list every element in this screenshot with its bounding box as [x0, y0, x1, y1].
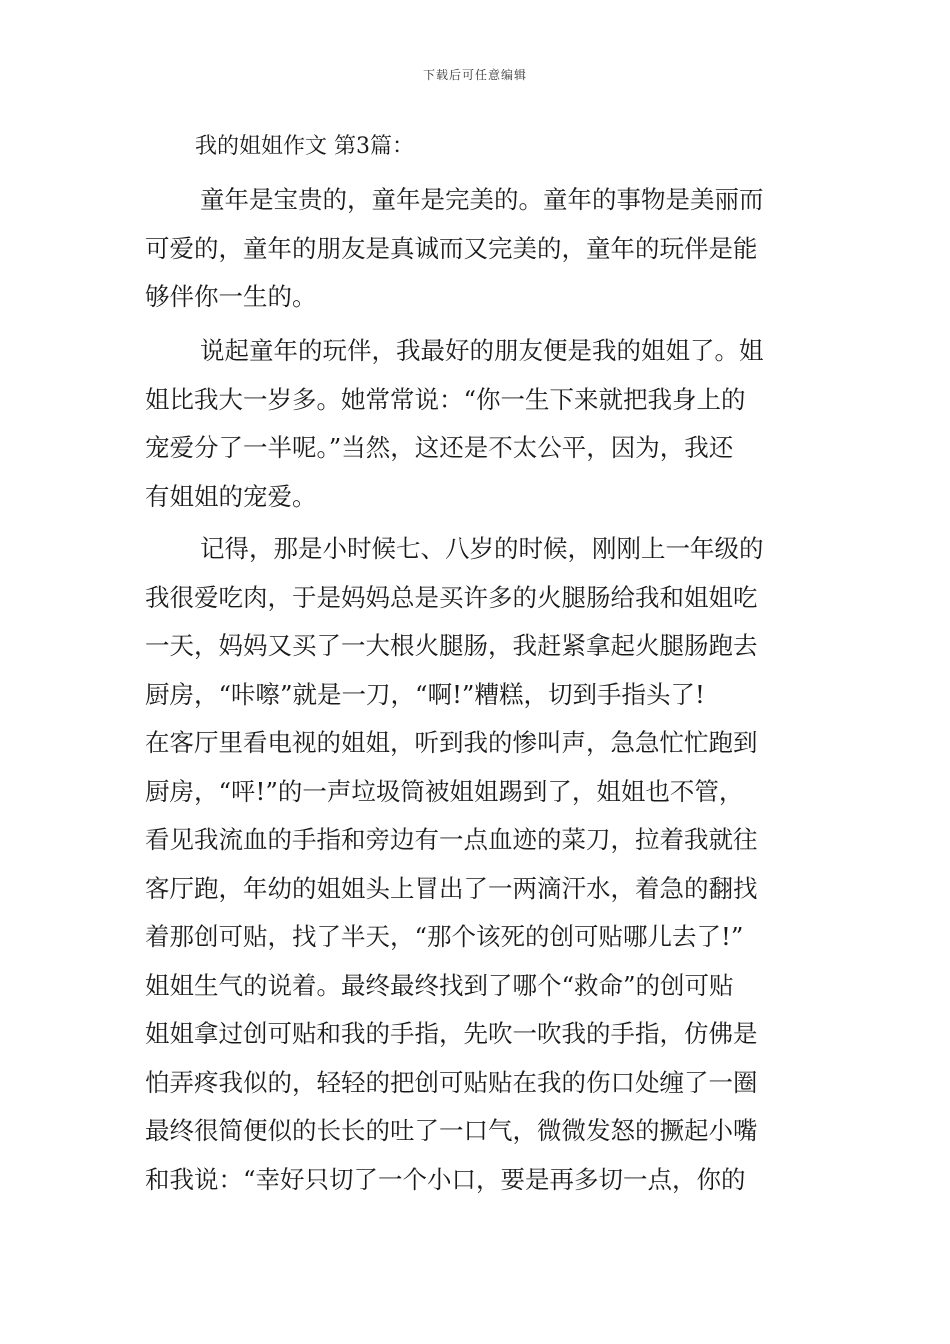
paragraph-line: 和我说：“幸好只切了一个小口，要是再多切一点，你的 [145, 1164, 746, 1194]
paragraph-line: 在客厅里看电视的姐姐，听到我的惨叫声，急急忙忙跑到 [145, 728, 758, 757]
paragraph-line: 姐姐生气的说着。最终最终找到了哪个“救命”的创可贴 [145, 970, 734, 1000]
paragraph-2 [145, 327, 810, 521]
paragraph-line: 厨房，“咔嚓”就是一刀，“啊!”糟糕，切到手指头了! [145, 679, 705, 709]
paragraph-line: 宠爱分了一半呢。”当然，这还是不太公平，因为，我还 [145, 433, 734, 462]
paragraph-line: 童年是宝贵的，童年是完美的。童年的事物是美丽而 [200, 185, 764, 214]
paragraph-line: 说起童年的玩伴，我最好的朋友便是我的姐姐了。姐 [200, 336, 764, 365]
paragraph-line: 看见我流血的手指和旁边有一点血迹的菜刀，拉着我就往 [145, 825, 758, 854]
paragraph-line: 姐比我大一岁多。她常常说：“你一生下来就把我身上的 [145, 384, 746, 414]
paragraph-line: 可爱的，童年的朋友是真诚而又完美的，童年的玩伴是能 [145, 233, 758, 263]
header-note: 下载后可任意编辑 [422, 68, 527, 82]
paragraph-line: 怕弄疼我似的，轻轻的把创可贴贴在我的伤口处缠了一圈 [145, 1067, 758, 1097]
paragraph-line: 有姐姐的宠爱。 [145, 481, 317, 511]
paragraph-line: 客厅跑，年幼的姐姐头上冒出了一两滴汗水，着急的翻找 [145, 873, 758, 903]
paragraph-3 [145, 525, 810, 1204]
paragraph-line: 够伴你一生的。 [145, 282, 317, 311]
essay-title: 我的姐姐作文 第3篇： [195, 134, 414, 159]
paragraph-line: 厨房，“呯!”的一声垃圾筒被姐姐踢到了，姐姐也不管， [145, 776, 744, 806]
paragraph-line: 记得，那是小时候七、八岁的时候，刚刚上一年级的 [200, 534, 764, 563]
paragraph-line: 我很爱吃肉，于是妈妈总是买许多的火腿肠给我和姐姐吃 [145, 582, 758, 612]
paragraph-line: 一天，妈妈又买了一大根火腿肠，我赶紧拿起火腿肠跑去 [145, 631, 758, 660]
paragraph-line: 着那创可贴，找了半天，“那个该死的创可贴哪儿去了!” [145, 922, 744, 951]
paragraph-line: 最终很简便似的长长的吐了一口气，微微发怒的撅起小嘴 [145, 1116, 758, 1145]
paragraph-line: 姐姐拿过创可贴和我的手指，先吹一吹我的手指，仿佛是 [145, 1019, 758, 1048]
paragraph-1 [145, 176, 810, 322]
